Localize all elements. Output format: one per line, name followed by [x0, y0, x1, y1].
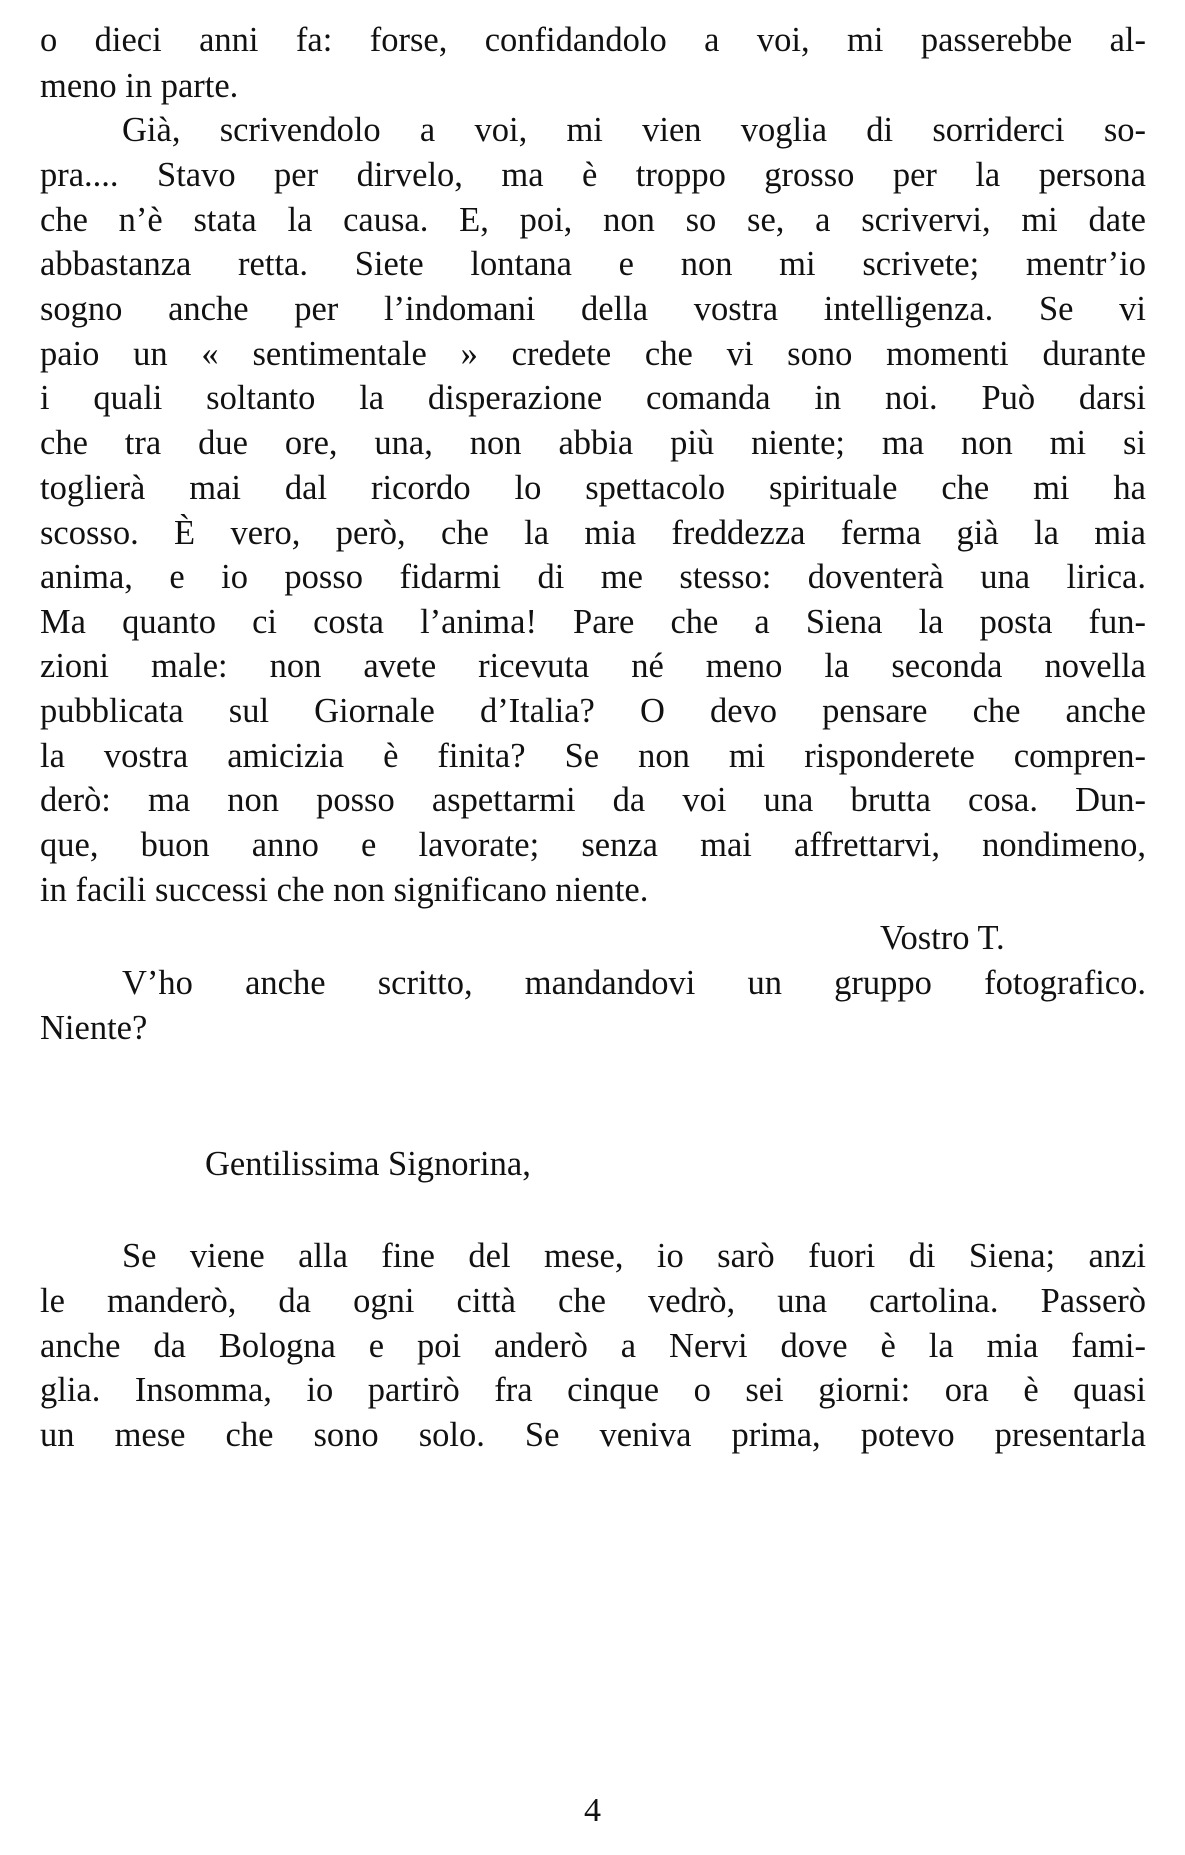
text-line: pra.... Stavo per dirvelo, ma è troppo grosso per la persona	[40, 156, 1146, 194]
letter-signoff: Vostro T.	[880, 919, 1005, 957]
text-line: zioni male: non avete ricevuta né meno la seconda novella	[40, 647, 1146, 685]
page-number: 4	[584, 1792, 601, 1829]
text-line: glia. Insomma, io partirò fra cinque o sei giorni: ora è quasi	[40, 1371, 1146, 1409]
text-line: scosso. È vero, però, che la mia freddezza ferma già la mia	[40, 514, 1146, 552]
text-line: pubblicata sul Giornale d’Italia? O devo pensare che anche	[40, 692, 1146, 730]
text-line: meno in parte.	[40, 67, 239, 105]
text-line: abbastanza retta. Siete lontana e non mi scrivete; mentr’io	[40, 245, 1146, 283]
text-line: le manderò, da ogni città che vedrò, una cartolina. Passerò	[40, 1282, 1146, 1320]
text-line: derò: ma non posso aspettarmi da voi una brutta cosa. Dun-	[40, 781, 1146, 819]
paragraph-start-line: Se viene alla fine del mese, io sarò fuori di Siena; anzi	[122, 1237, 1146, 1275]
text-line: un mese che sono solo. Se veniva prima, potevo presentarla	[40, 1416, 1146, 1454]
text-line: anche da Bologna e poi anderò a Nervi dove è la mia fami-	[40, 1327, 1146, 1365]
text-line: in facili successi che non significano niente.	[40, 871, 649, 909]
postscript-line: V’ho anche scritto, mandandovi un gruppo fotografico.	[122, 964, 1146, 1002]
text-line: que, buon anno e lavorate; senza mai affrettarvi, nondimeno,	[40, 826, 1146, 864]
text-line: i quali soltanto la disperazione comanda in noi. Può darsi	[40, 379, 1146, 417]
text-line: sogno anche per l’indomani della vostra intelligenza. Se vi	[40, 290, 1146, 328]
paragraph-start-line: Già, scrivendolo a voi, mi vien voglia di sorriderci so-	[122, 111, 1146, 149]
text-line: che n’è stata la causa. E, poi, non so se, a scrivervi, mi date	[40, 201, 1146, 239]
text-line: che tra due ore, una, non abbia più niente; ma non mi si	[40, 424, 1146, 462]
postscript-line: Niente?	[40, 1009, 148, 1047]
text-line: toglierà mai dal ricordo lo spettacolo spirituale che mi ha	[40, 469, 1146, 507]
text-line: Ma quanto ci costa l’anima! Pare che a Siena la posta fun-	[40, 603, 1146, 641]
letter-salutation: Gentilissima Signorina,	[205, 1145, 531, 1183]
text-line: la vostra amicizia è finita? Se non mi risponderete compren-	[40, 737, 1146, 775]
text-line: paio un « sentimentale » credete che vi sono momenti durante	[40, 335, 1146, 373]
text-line: anima, e io posso fidarmi di me stesso: doventerà una lirica.	[40, 558, 1146, 596]
text-line: o dieci anni fa: forse, confidandolo a voi, mi passerebbe al-	[40, 21, 1146, 59]
